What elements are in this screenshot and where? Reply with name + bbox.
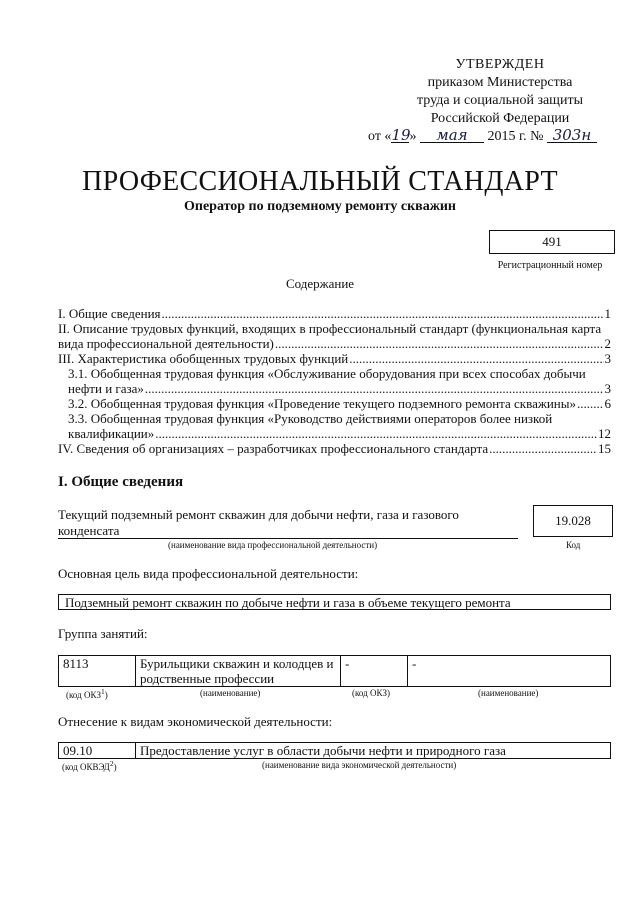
activity-underline: [58, 538, 518, 539]
order-month: мая: [420, 128, 484, 143]
table-row: [59, 656, 611, 687]
toc-item-text: IV. Сведения об организациях – разработчиках профессионального стандарта: [58, 441, 489, 456]
okz-name-cell: Бурильщики скважин и колодцев и родственные профессии: [136, 656, 341, 687]
toc-item[interactable]: [58, 351, 611, 366]
toc-item-text: 3.3. Обобщенная трудовая функция «Руководство действиями операторов более низкой: [68, 411, 553, 426]
approval-line-1: приказом Министерства: [427, 75, 573, 90]
activity-code-caption: Код: [566, 540, 581, 550]
toc-item-text: III. Характеристика обобщенных трудовых функций: [58, 351, 349, 366]
order-year-label: 2015 г. №: [487, 129, 544, 144]
registration-number-label: Регистрационный номер: [497, 260, 603, 271]
okz-name-cell-2: -: [408, 656, 611, 687]
toc-item-text: II. Описание трудовых функций, входящих в профессиональный стандарт (функциональная карта: [58, 321, 602, 336]
page-subtitle: Оператор по подземному ремонту скважин: [183, 199, 456, 214]
toc-item[interactable]: [58, 306, 611, 321]
toc-item-page: 12: [598, 426, 611, 441]
toc-item-text-cont: вида профессиональной деятельности): [58, 336, 274, 351]
goal-text: Подземный ремонт скважин по добыче нефти и газа в объеме текущего ремонта: [58, 594, 611, 610]
toc-item-text: 3.1. Обобщенная трудовая функция «Обслуживание оборудования при всех способах добычи: [68, 366, 586, 381]
section-heading-general: I. Общие сведения: [58, 474, 184, 490]
order-from-label: от «: [368, 129, 392, 144]
order-date-number: от «19» мая 2015 г. № 303н: [368, 128, 628, 145]
approval-heading: УТВЕРЖДЕН: [455, 57, 545, 72]
activity-name: Текущий подземный ремонт скважин для добычи нефти, газа и газового конденсата: [58, 507, 459, 538]
activity-caption: (наименование вида профессиональной деятельности): [168, 540, 378, 550]
toc-item-page: 3: [604, 351, 611, 366]
approval-line-2: труда и социальной защиты: [417, 93, 583, 108]
toc-item-text: 3.2. Обобщенная трудовая функция «Проведение текущего подземного ремонта скважины»: [68, 396, 576, 411]
order-number: 303н: [547, 128, 597, 143]
okved-name-cell: Предоставление услуг в области добычи нефти и природного газа: [136, 743, 611, 759]
okz-code-cell: 8113: [59, 656, 136, 687]
okz-name-caption-2: (наименование): [478, 688, 539, 698]
okved-heading: Отнесение к видам экономической деятельности:: [58, 714, 333, 729]
occupation-group-heading: Группа занятий:: [58, 626, 148, 641]
okz-code-caption-2: (код ОКЗ): [352, 688, 390, 698]
toc-item-page: 1: [604, 306, 611, 321]
toc-item[interactable]: [58, 396, 611, 411]
okved-code-caption: (код ОКВЭД$^2$): [62, 759, 117, 772]
okz-code-cell-2: -: [341, 656, 408, 687]
order-day: 19: [391, 126, 411, 144]
approval-block: [380, 56, 620, 128]
contents-heading: Содержание: [285, 276, 355, 291]
activity-code-box: 19.028: [533, 505, 613, 537]
occupation-group-table: [58, 655, 611, 687]
toc-item-page: 15: [598, 441, 611, 456]
okz-code-caption: (код ОКЗ$^1$): [66, 687, 108, 700]
toc-item[interactable]: [58, 366, 611, 396]
table-of-contents: [58, 306, 611, 456]
toc-item-page: 3: [604, 381, 611, 396]
toc-item-text-cont: нефти и газа»: [68, 381, 144, 396]
okved-table: [58, 742, 611, 759]
toc-item-page: 6: [604, 396, 611, 411]
okved-name-caption: (наименование вида экономической деятельности): [262, 760, 457, 770]
toc-item-text-cont: квалификации»: [68, 426, 155, 441]
approval-line-3: Российской Федерации: [430, 111, 570, 126]
toc-item-page: 2: [604, 336, 611, 351]
toc-item[interactable]: [58, 321, 611, 351]
toc-item[interactable]: [58, 411, 611, 441]
goal-heading: Основная цель вида профессиональной деятельности:: [58, 566, 359, 581]
okz-name-caption: (наименование): [200, 688, 261, 698]
toc-item[interactable]: [58, 441, 611, 456]
registration-number-box: 491: [489, 230, 615, 254]
toc-item-text: I. Общие сведения: [58, 306, 161, 321]
table-row: [59, 743, 611, 759]
page-title: ПРОФЕССИОНАЛЬНЫЙ СТАНДАРТ: [82, 166, 558, 197]
okved-code-cell: 09.10: [59, 743, 136, 759]
